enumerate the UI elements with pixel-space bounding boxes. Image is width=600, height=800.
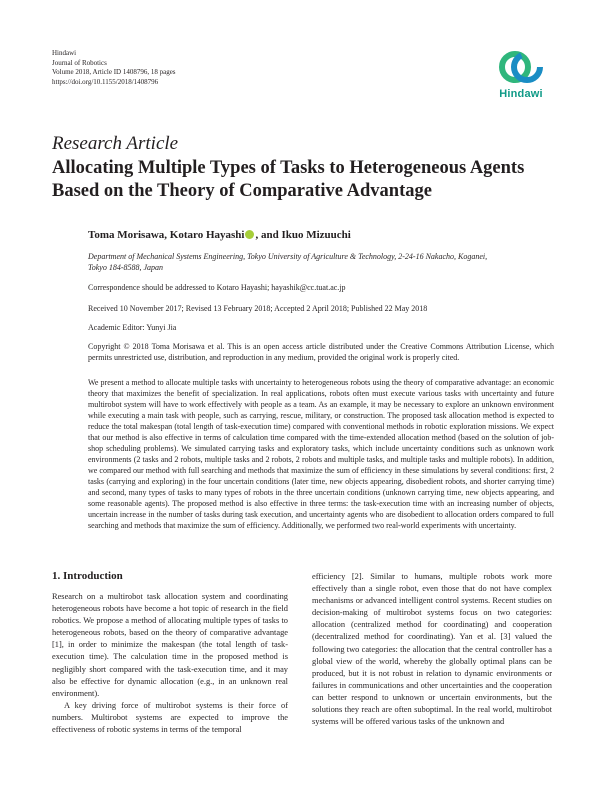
- right-column: [312, 571, 552, 728]
- affiliation: [88, 251, 554, 273]
- correspondence: Correspondence should be addressed to Kotaro Hayashi; hayashik@cc.tuat.ac.jp: [88, 283, 346, 292]
- intro-paragraph-continued: efficiency [2]. Similar to humans, multiple robots work more effectively than a single robot, even those that do not have complex mechanisms or advanced intelligent control systems. Recent studies on decision-making of multirobot systems focus on two categories: allocation (centralized method for coordinating) and cooperation (decentralized method for coordinating). Yan et al. [3] valued the following two categories: the allocation that the central controller has a global view of the world, whereby the globally optimal plans can be produced, but it is not robust in relation to dynamic environments or failures in communications and other uncertainties and the cooperation can better respond to unknown or uncertain environments, but the solutions they reach are often suboptimal. In the real world, multirobot systems will be offered various tasks of the unknown and: [312, 572, 552, 727]
- title-line-2: Based on the Theory of Comparative Advantage: [52, 181, 432, 201]
- intro-paragraph-1: Research on a multirobot task allocation system and coordinating heterogeneous robots have become a hot topic of research in the field robotics. We propose a method of allocating multiple types of tasks to heterogeneous robots, based on the theory of comparative advantage [1], in order to minimize the makespan (the total length of task-execution time). The calculation time in the proposed method is negligibly short compared with the task-execution time, and it may also be effective for dynamic allocation (e.g., in an unknown real environment).: [52, 592, 288, 698]
- publisher-name: Hindawi: [52, 49, 77, 57]
- academic-editor: Academic Editor: Yunyi Jia: [88, 323, 177, 332]
- orcid-icon[interactable]: [245, 230, 254, 239]
- section-heading-introduction: 1. Introduction: [52, 570, 123, 582]
- doi-link[interactable]: https://doi.org/10.1155/2018/1408796: [52, 77, 159, 86]
- left-column: [52, 591, 288, 736]
- publication-dates: Received 10 November 2017; Revised 13 February 2018; Accepted 2 April 2018; Published 22 May 2018: [88, 304, 428, 313]
- copyright-notice: Copyright © 2018 Toma Morisawa et al. This is an open access article distributed under the Creative Commons Attribution License, which permits unrestricted use, distribution, and reproduction in any medium, provided the original work is properly cited.: [88, 342, 554, 362]
- affiliation-line-2: Tokyo 184-8588, Japan: [88, 263, 164, 272]
- affiliation-line-1: Department of Mechanical Systems Engineering, Tokyo University of Agriculture & Technology, 2-24-16 Nakacho, Koganei,: [88, 252, 488, 261]
- article-title: [52, 157, 552, 203]
- authors-part-2: , and Ikuo Mizuuchi: [255, 229, 351, 241]
- abstract: We present a method to allocate multiple tasks with uncertainty to heterogeneous robots using the theory of comparative advantage: an economic theory that maximizes the benefit of specialization. In real applications, robots often must execute various tasks with uncertainty and future multirobot system will have to work effectively with people as a team. As an example, it may be necessary to explore an unknown environment while executing a main task with people, such as carrying, rescue, military, or construction. The proposed task allocation method is expected to reduce the total makespan (total length of task-execution time) compared with conventional methods in robotic exploration missions. We expect that our method is also effective in terms of calculation time compared with the time-extended allocation method (based on the solution of job-shop scheduling problems). We simulated carrying tasks and exploratory tasks, which include uncertainty conditions such as unknown work environments (2 tasks and 2 robots, multiple tasks and 2 robots, 2 robots and multiple tasks, and multiple tasks and multiple robots). In addition, we compared our method with full searching and methods that maximize the sum of efficiency in these simulations by several conditions: first, 2 tasks (carrying and exploring) in the four uncertain conditions (later time, new objects appearing, disobedient robots, and shorter carrying time) and second, many types of tasks to many types of robots in the three uncertain conditions (unknown carrying time, new objects appearing, and some reasonable agents). The proposed method is also effective in three terms: the task-execution time with an increasing number of objects, uncertain increase in the number of tasks during task execution, and uncertainty agents who are disobedient to allocation orders compared to full searching and methods that maximize the sum of efficiency. Additionally, we performed two real-world experiments with uncertainty.: [88, 378, 554, 530]
- intro-paragraph-2: A key driving force of multirobot systems is their force of numbers. Multirobot systems are expected to improve the effectiveness of robotic systems in terms of the temporal: [52, 700, 288, 735]
- logo-wordmark: Hindawi: [499, 88, 543, 100]
- author-list: [88, 229, 351, 241]
- journal-meta: [52, 49, 176, 87]
- article-type: Research Article: [52, 133, 179, 154]
- hindawi-logo: [490, 47, 552, 105]
- hindawi-logo-icon: [498, 47, 544, 87]
- title-line-1: Allocating Multiple Types of Tasks to Heterogeneous Agents: [52, 158, 525, 178]
- journal-name: Journal of Robotics: [52, 58, 107, 67]
- authors-part-1: Toma Morisawa, Kotaro Hayashi: [88, 229, 245, 241]
- volume-info: Volume 2018, Article ID 1408796, 18 pages: [52, 68, 176, 76]
